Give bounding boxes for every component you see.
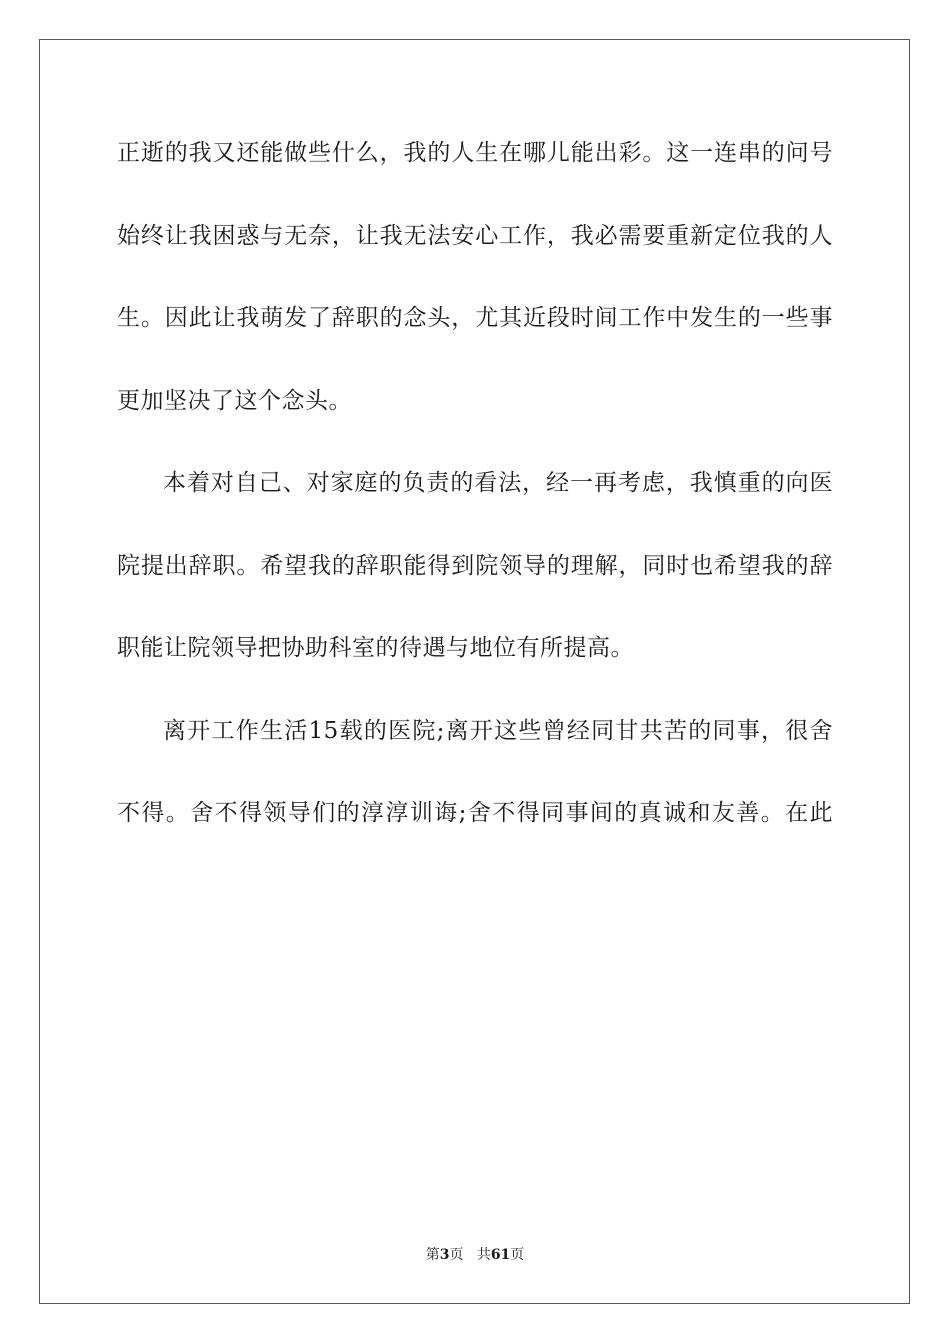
text-line-4: 更加坚决了这个念头。 [117, 387, 352, 414]
footer-page-number: 3 [439, 1247, 450, 1263]
footer-total-prefix: 共 [476, 1247, 491, 1263]
page-footer [0, 1245, 950, 1265]
document-body [117, 130, 833, 873]
text-line-6: 院提出辞职。希望我的辞职能得到院领导的理解，同时也希望我的辞 [117, 552, 833, 579]
text-line-8: 离开工作生活15载的医院;离开这些曾经同甘共苦的同事，很舍 [163, 717, 833, 744]
footer-prefix: 第 [425, 1247, 440, 1263]
text-line-9: 不得。舍不得领导们的淳淳训诲;舍不得同事间的真诚和友善。在此 [117, 800, 833, 826]
footer-total-pages: 61 [490, 1247, 511, 1263]
text-line-3: 生。因此让我萌发了辞职的念头，尤其近段时间工作中发生的一些事 [117, 305, 833, 331]
text-line-1: 正逝的我又还能做些什么，我的人生在哪儿能出彩。这一连串的问号 [117, 140, 833, 166]
footer-page-suffix: 页 [449, 1247, 464, 1263]
footer-total-suffix: 页 [510, 1247, 525, 1263]
text-line-2: 始终让我困惑与无奈，让我无法安心工作，我必需要重新定位我的人 [117, 222, 833, 249]
text-line-7: 职能让院领导把协助科室的待遇与地位有所提高。 [117, 635, 634, 661]
text-line-5: 本着对自己、对家庭的负责的看法，经一再考虑，我慎重的向医 [163, 470, 833, 496]
